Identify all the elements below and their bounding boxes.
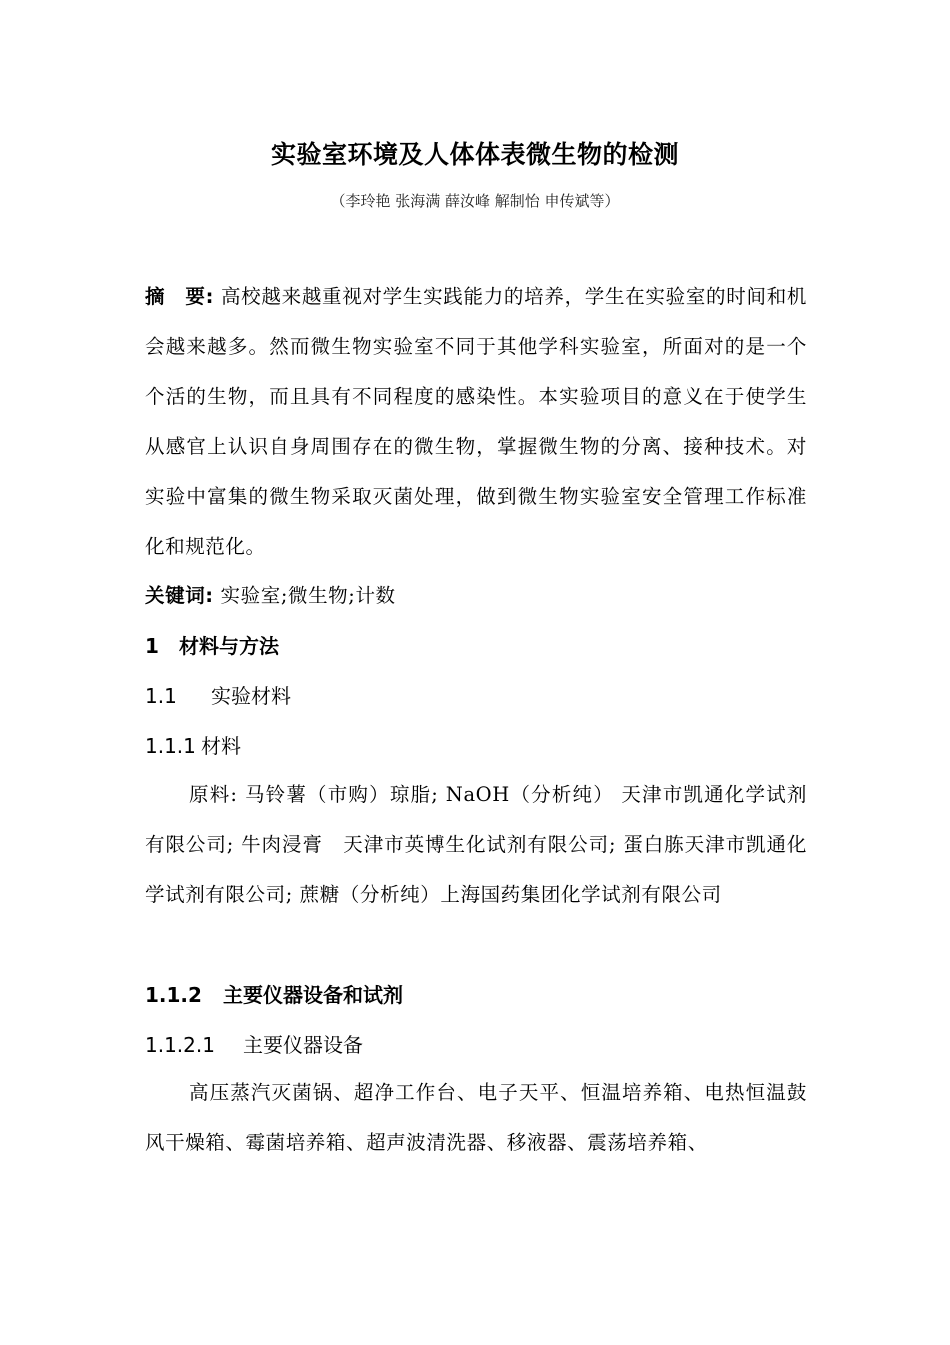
section-heading-1-1: [145, 682, 291, 710]
abstract: [145, 272, 807, 572]
section-heading-1-1-1: [145, 732, 241, 760]
section-title: 主要仪器设备: [243, 1033, 363, 1057]
section-heading-1: [145, 632, 279, 660]
section-heading-1-1-2: [145, 981, 403, 1009]
author-list: （李玲艳 张海满 薛汝峰 解制怡 申传斌等）: [330, 192, 620, 210]
section-number: 1.1.2: [145, 983, 202, 1007]
section-heading-1-1-2-1: [145, 1031, 363, 1059]
abstract-label: 摘 要:: [145, 285, 215, 308]
section-number: 1.1: [145, 684, 177, 708]
section-number: 1.1.1: [145, 734, 196, 758]
equipment-paragraph: [145, 1068, 807, 1168]
keywords: [145, 571, 807, 621]
section-title: 材料与方法: [179, 634, 279, 658]
keywords-label: 关键词:: [145, 584, 214, 607]
abstract-text: 高校越来越重视对学生实践能力的培养，学生在实验室的时间和机会越来越多。然而微生物实验室不同于其他学科实验室，所面对的是一个个活的生物，而且具有不同程度的感染性。本实验项目的意义在于使学生从感官上认识自身周围存在的微生物，掌握微生物的分离、接种技术。对实验中富集的微生物采取灭菌处理，做到微生物实验室安全管理工作标准化和规范化。: [145, 285, 807, 558]
section-title: 实验材料: [211, 684, 291, 708]
keywords-text: 实验室;微生物;计数: [220, 584, 396, 607]
materials-text: 原料: 马铃薯（市购）琼脂; NaOH（分析纯） 天津市凯通化学试剂有限公司; 牛肉浸膏 天津市英博生化试剂有限公司; 蛋白胨天津市凯通化学试剂有限公司; 蔗糖（分析纯）上海国药集团化学试剂有限公司: [145, 783, 807, 906]
section-number: 1: [145, 634, 159, 658]
materials-paragraph: [145, 770, 807, 920]
section-title: 材料: [201, 734, 241, 758]
section-number: 1.1.2.1: [145, 1033, 215, 1057]
section-title: 主要仪器设备和试剂: [223, 983, 403, 1007]
equipment-text: 高压蒸汽灭菌锅、超净工作台、电子天平、恒温培养箱、电热恒温鼓风干燥箱、霉菌培养箱、超声波清洗器、移液器、震荡培养箱、: [145, 1081, 807, 1154]
document-title: 实验室环境及人体体表微生物的检测: [270, 140, 679, 169]
